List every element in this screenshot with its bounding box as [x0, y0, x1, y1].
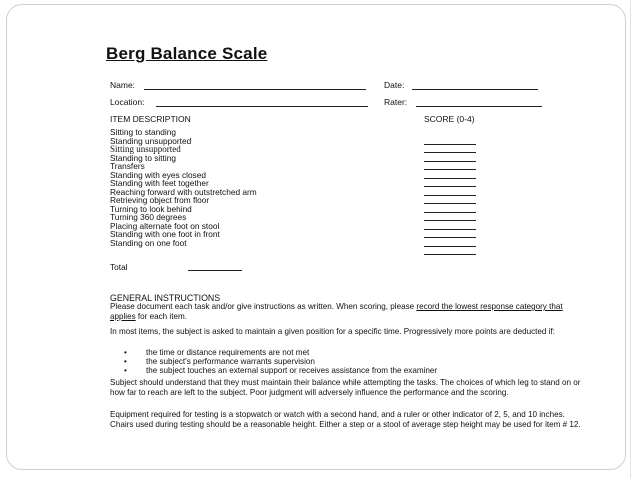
instructions-text: Please document each task and/or give instructions as written. When scoring, please	[110, 302, 417, 311]
item-description: Standing with feet together	[110, 178, 209, 188]
bullet-text: the subject's performance warrants supervision	[146, 357, 315, 367]
instructions-paragraph-3: Subject should understand that they must maintain their balance while attempting the tasks. The choices of which leg to stand on or how far to reach are left to the subject. Poor judgment will adversely influence the performance and the scoring.	[110, 378, 581, 397]
score-field[interactable]	[424, 230, 476, 239]
item-description: Standing with one foot in front	[110, 229, 220, 239]
item-description: Standing unsupported	[110, 135, 192, 146]
item-list	[110, 128, 257, 247]
score-field[interactable]	[424, 187, 476, 196]
form-title: Berg Balance Scale	[106, 44, 268, 63]
score-field[interactable]	[424, 204, 476, 213]
item-description: Retrieving object from floor	[110, 195, 210, 205]
rater-field[interactable]	[416, 106, 542, 107]
score-field[interactable]	[424, 170, 476, 179]
item-description: Placing alternate foot on stool	[110, 220, 220, 231]
score-field[interactable]	[424, 221, 476, 230]
score-field[interactable]	[424, 179, 476, 188]
item-description: Reaching forward with outstretched arm	[110, 186, 257, 197]
bullet-icon: •	[124, 357, 127, 367]
instructions-paragraph-1	[110, 302, 582, 321]
general-instructions-heading: GENERAL INSTRUCTIONS	[110, 293, 221, 303]
date-label: Date:	[384, 80, 405, 90]
item-description-header: ITEM DESCRIPTION	[110, 114, 191, 124]
item-description: Sitting to standing	[110, 127, 176, 137]
item-description: Turning to look behind	[110, 203, 192, 214]
location-field[interactable]	[156, 106, 368, 107]
slide-frame	[6, 4, 626, 470]
item-description: Standing on one foot	[110, 237, 187, 248]
score-field[interactable]	[424, 162, 476, 171]
instructions-paragraph-2: In most items, the subject is asked to maintain a given position for a specific time. Progressively more points are deducted if:	[110, 327, 555, 336]
score-field[interactable]	[424, 238, 476, 247]
deduction-bullets	[124, 348, 437, 376]
score-blanks	[424, 136, 476, 255]
bullet-text: the subject touches an external support or receives assistance from the examiner	[146, 366, 438, 376]
instructions-text: for each item.	[135, 311, 187, 321]
score-header: SCORE (0-4)	[424, 114, 475, 124]
instructions-paragraph-4: Equipment required for testing is a stopwatch or watch with a second hand, and a ruler or other indicator of 2, 5, and 10 inches. Chairs used during testing should be a reasonable height. Either a step or a stool of average step height may be used for item # 12.	[110, 410, 581, 429]
item-description: Transfers	[110, 161, 145, 171]
total-field[interactable]	[188, 270, 242, 271]
location-label: Location:	[110, 97, 145, 107]
date-field[interactable]	[412, 89, 538, 90]
name-field[interactable]	[144, 89, 366, 90]
item-description: Standing with eyes closed	[110, 169, 206, 180]
bullet-item	[124, 348, 437, 357]
bullet-icon: •	[124, 348, 127, 357]
score-field[interactable]	[424, 213, 476, 222]
score-field[interactable]	[424, 136, 476, 145]
score-field[interactable]	[424, 247, 476, 256]
rater-label: Rater:	[384, 97, 408, 107]
score-field[interactable]	[424, 145, 476, 154]
item-description: Sitting unsupported	[110, 144, 181, 154]
item-description: Standing to sitting	[110, 152, 176, 163]
slide-edge-divider	[630, 0, 631, 478]
score-field[interactable]	[424, 153, 476, 162]
bullet-icon: •	[124, 366, 127, 376]
bullet-text: the time or distance requirements are not met	[146, 348, 310, 357]
bullet-item	[124, 366, 437, 375]
score-field[interactable]	[424, 196, 476, 205]
name-label: Name:	[110, 80, 136, 90]
item-description: Turning 360 degrees	[110, 212, 187, 222]
bullet-item	[124, 357, 437, 366]
instructions-emphasis: record the lowest response category that applies	[110, 302, 563, 321]
total-label: Total	[110, 262, 128, 272]
